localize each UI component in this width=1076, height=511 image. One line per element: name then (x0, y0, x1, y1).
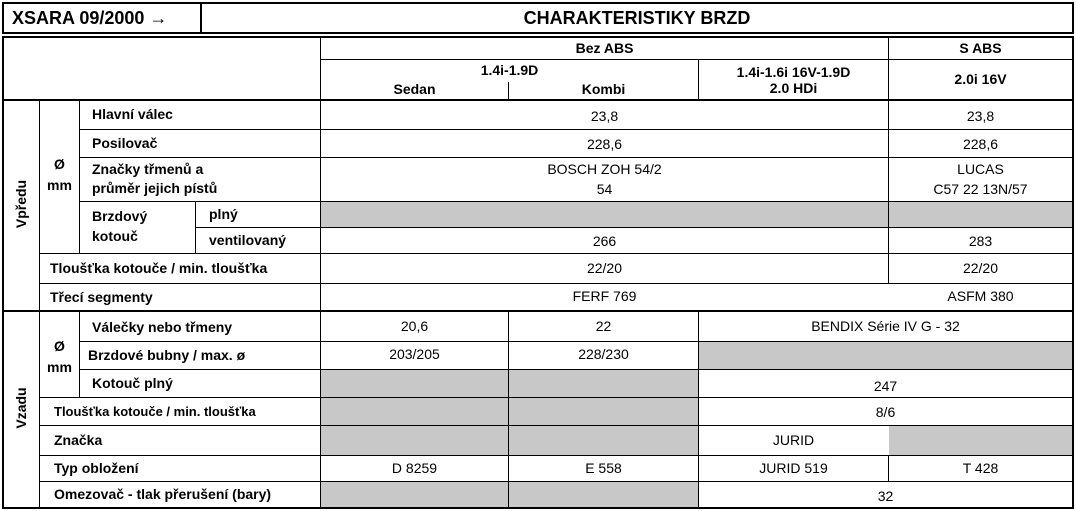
cell-rear-thickness-right: 8/6 (875, 404, 896, 420)
diameter-unit: mm (47, 176, 72, 193)
col-header-s-abs: S ABS (959, 40, 1002, 56)
cell-calipers-s-abs-1: LUCAS (957, 161, 1004, 177)
cell-rear-drums-kombi: 228/230 (578, 346, 629, 362)
row-label-friction: Třecí segmenty (50, 289, 153, 305)
na-cell-rear-thick-sedan (321, 398, 508, 425)
v-line-dia (79, 310, 80, 397)
v-line-dia (79, 99, 80, 253)
row-label-rear-thickness: Tloušťka kotouče / min. tloušťka (54, 404, 256, 419)
na-cell-rear-brand-sedan (321, 426, 508, 455)
model-label: XSARA 09/2000 → (4, 4, 202, 32)
cell-rear-cylinders-kombi: 22 (595, 318, 612, 334)
row-label-rear-cylinders: Válečky nebo třmeny (92, 319, 233, 335)
cell-master-cylinder-bez-abs: 23,8 (590, 107, 619, 124)
row-label-calipers-2: průměr jejich pístů (92, 180, 218, 196)
row-label-rear-disc-solid: Kotouč plný (92, 375, 173, 391)
cell-rear-disc-solid-right: 247 (873, 378, 898, 394)
diameter-unit-rear: mm (47, 358, 72, 375)
na-cell-rear-limiter-kombi (509, 482, 698, 507)
col-header-sedan: Sedan (393, 80, 436, 97)
diameter-symbol: Ø (54, 155, 65, 172)
row-label-disc-2: kotouč (92, 227, 138, 244)
h-line (80, 157, 1072, 158)
col-header-bez-abs: Bez ABS (575, 40, 634, 56)
cell-calipers-bez-abs-2: 54 (596, 181, 613, 197)
col-header-engine-group: 1.4i-1.9D (480, 61, 539, 78)
row-label-disc-vented: ventilovaný (209, 232, 287, 248)
row-label-rear-brand: Značka (54, 432, 103, 448)
na-cell-rear-brand-kombi (509, 426, 698, 455)
col-header-engine-group-2-line2: 2.0 HDi (769, 80, 818, 96)
na-cell-rear-brand-s-abs (889, 426, 1072, 455)
col-header-s-abs-engine: 2.0i 16V (954, 71, 1007, 87)
na-cell-rear-drums-right (699, 342, 1072, 369)
title-bar (2, 2, 1074, 34)
row-label-booster: Posilovač (92, 135, 158, 151)
row-label-rear-drums: Brzdové bubny / max. ø (88, 347, 246, 363)
cell-rear-lining-col3: JURID 519 (759, 460, 828, 476)
na-cell-front-solid-s-abs (889, 202, 1072, 227)
row-label-rear-limiter: Omezovač - tlak přerušení (bary) (54, 486, 272, 502)
cell-calipers-s-abs-2: C57 22 13N/57 (933, 181, 1028, 197)
cell-rear-lining-sedan: D 8259 (391, 460, 438, 476)
cell-calipers-bez-abs-1: BOSCH ZOH 54/2 (547, 161, 662, 177)
cell-rear-limiter-right: 32 (877, 487, 894, 504)
cell-rear-brand-col3: JURID (772, 432, 815, 448)
cell-rear-drums-sedan: 203/205 (389, 346, 440, 362)
row-label-rear-lining: Typ obložení (54, 460, 139, 476)
cell-booster-bez-abs: 228,6 (586, 136, 623, 152)
cell-front-thickness-s-abs: 22/20 (962, 259, 999, 276)
col-header-engine-group-2-line1: 1.4i-1.6i 16V-1.9D (736, 64, 851, 80)
row-label-disc-solid: plný (209, 206, 238, 222)
page-title: CHARAKTERISTIKY BRZD (523, 8, 751, 28)
brake-specs-table (2, 36, 1074, 509)
cell-booster-s-abs: 228,6 (962, 136, 999, 152)
na-cell-rear-limiter-sedan (321, 482, 508, 507)
cell-master-cylinder-s-abs: 23,8 (966, 107, 995, 124)
section-label-rear: Vzadu (13, 387, 29, 429)
col-header-kombi: Kombi (581, 80, 626, 97)
h-line (195, 227, 1072, 228)
row-label-calipers-1: Značky třmenů a (92, 161, 204, 177)
v-line-disc (195, 201, 196, 253)
cell-rear-cylinders-sedan: 20,6 (400, 318, 429, 334)
cell-front-thickness-bez-abs: 22/20 (586, 259, 623, 276)
row-label-front-thickness: Tloušťka kotouče / min. tloušťka (50, 260, 268, 276)
cell-rear-cylinders-right: BENDIX Série IV G - 32 (811, 318, 960, 334)
na-cell-rear-thick-kombi (509, 398, 698, 425)
cell-disc-vented-bez-abs: 266 (592, 232, 617, 249)
cell-friction-s-abs: ASFM 380 (947, 287, 1014, 304)
na-cell-front-solid-bez-abs (321, 202, 888, 227)
na-cell-rear-disc-kombi (509, 370, 698, 397)
section-label-front: Vpředu (13, 179, 29, 229)
diameter-symbol-rear: Ø (54, 337, 65, 354)
cell-friction-bez-abs: FERF 769 (572, 287, 637, 304)
row-label-disc-1: Brzdový (92, 207, 148, 224)
na-cell-rear-disc-sedan (321, 370, 508, 397)
cell-rear-lining-s-abs: T 428 (962, 460, 999, 476)
row-label-master-cylinder: Hlavní válec (92, 106, 173, 122)
cell-disc-vented-s-abs: 283 (968, 232, 993, 249)
cell-rear-lining-kombi: E 558 (585, 460, 622, 476)
